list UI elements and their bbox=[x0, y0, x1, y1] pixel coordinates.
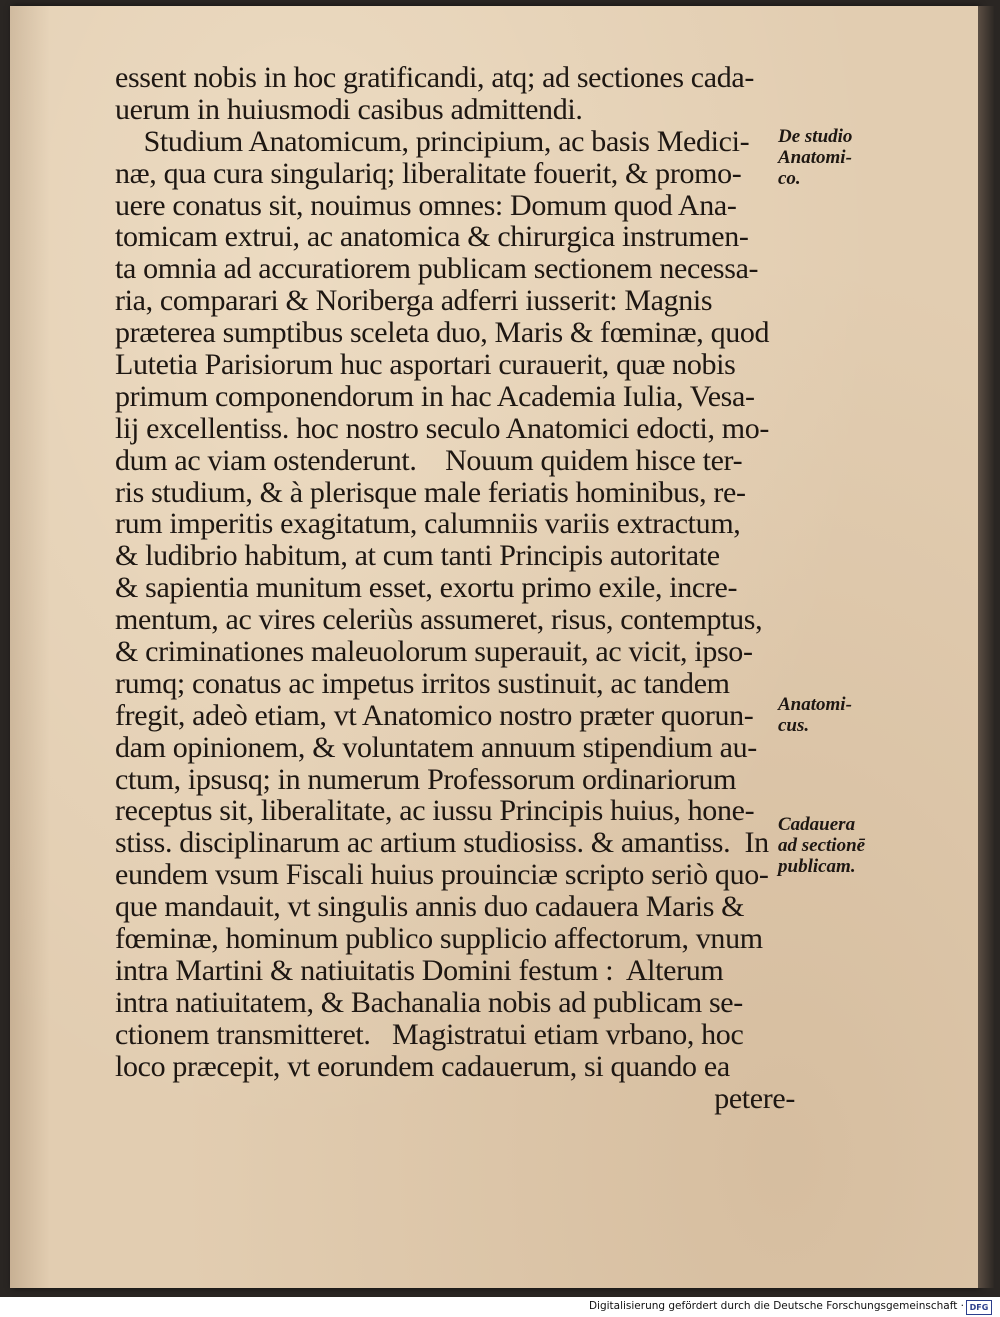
text-line: rumq; conatus ac impetus irritos sustinuit, ac tandem bbox=[115, 666, 730, 700]
text-line: uere conatus sit, nouimus omnes: Domum quod Ana- bbox=[115, 188, 737, 222]
marginal-note-cadauera bbox=[778, 814, 898, 877]
marginal-note-de-studio bbox=[778, 126, 898, 189]
footer-credit: Digitalisierung gefördert durch die Deutsche Forschungsgemeinschaft · bbox=[588, 1300, 964, 1312]
text-line: ris studium, & à plerisque male feriatis hominibus, re- bbox=[115, 475, 746, 509]
text-line: tomicam extrui, ac anatomica & chirurgica instrumen- bbox=[115, 220, 749, 254]
text-line: fœminæ, hominum publico supplicio affectorum, vnum bbox=[115, 922, 763, 956]
text-line: eundem vsum Fiscali huius prouinciæ scripto seriò quo- bbox=[115, 858, 769, 892]
text-line: ta omnia ad accuratiorem publicam sectionem necessa- bbox=[115, 252, 759, 286]
text-line: intra Martini & natiuitatis Domini festum : Alterum bbox=[115, 953, 724, 987]
page-edge bbox=[978, 6, 994, 1288]
text-line: que mandauit, vt singulis annis duo cadauera Maris & bbox=[115, 890, 745, 924]
marginal-note-line: ad sectionē bbox=[778, 835, 866, 856]
marginal-note-line: cus. bbox=[778, 715, 810, 736]
text-line: ria, comparari & Noriberga adferri iusserit: Magnis bbox=[115, 284, 713, 318]
text-line: stiss. disciplinarum ac artium studiosiss. & amantiss. In bbox=[115, 826, 769, 860]
text-line: essent nobis in hoc gratificandi, atq; ad sectiones cada- bbox=[115, 61, 754, 94]
text-line: & criminationes maleuolorum superauit, ac vicit, ipso- bbox=[115, 635, 753, 669]
marginal-note-line: publicam. bbox=[778, 856, 856, 877]
text-line: & ludibrio habitum, at cum tanti Principis autoritate bbox=[115, 539, 720, 573]
text-line: receptus sit, liberalitate, ac iussu Principis huius, hone- bbox=[115, 794, 755, 828]
footer-bar bbox=[0, 1297, 1000, 1317]
marginal-note-line: Cadauera bbox=[778, 814, 856, 835]
text-line: intra natiuitatem, & Bachanalia nobis ad publicam se- bbox=[115, 985, 743, 1019]
marginal-note-line: Anatomi- bbox=[778, 147, 852, 168]
text-line: præterea sumptibus sceleta duo, Maris & fœminæ, quod bbox=[115, 316, 770, 350]
text-line: primum componendorum in hac Academia Iulia, Vesa- bbox=[115, 379, 755, 413]
text-line: lij excellentiss. hoc nostro seculo Anatomici edocti, mo- bbox=[115, 411, 770, 445]
text-line: næ, qua cura singulariq; liberalitate fouerit, & promo- bbox=[115, 156, 742, 190]
text-line: rum imperitis exagitatum, calumniis variis extractum, bbox=[115, 507, 741, 541]
text-line: uerum in huiusmodi casibus admittendi. bbox=[115, 92, 583, 126]
catchword: petere- bbox=[714, 1081, 795, 1115]
text-line: ctum, ipsusq; in numerum Professorum ordinariorum bbox=[115, 762, 737, 796]
text-line: Studium Anatomicum, principium, ac basis Medici- bbox=[115, 124, 750, 158]
text-line: Lutetia Parisiorum huc asportari curauerit, quæ nobis bbox=[115, 348, 736, 382]
marginal-note-line: co. bbox=[778, 168, 801, 189]
text-line: mentum, ac vires celeriùs assumeret, risus, contemptus, bbox=[115, 603, 763, 637]
text-line: dam opinionem, & voluntatem annuum stipendium au- bbox=[115, 730, 757, 764]
book-page bbox=[10, 6, 978, 1288]
text-line: fregit, adeò etiam, vt Anatomico nostro præter quorun- bbox=[115, 698, 754, 732]
marginal-note-line: Anatomi- bbox=[778, 694, 852, 715]
marginal-note-anatomicus bbox=[778, 694, 898, 736]
text-line: ctionem transmitteret. Magistratui etiam vrbano, hoc bbox=[115, 1017, 744, 1051]
dfg-logo: DFG bbox=[966, 1300, 992, 1315]
text-line: & sapientia munitum esset, exortu primo exile, incre- bbox=[115, 571, 738, 605]
text-line: dum ac viam ostenderunt. Nouum quidem hisce ter- bbox=[115, 443, 743, 477]
body-text bbox=[115, 62, 795, 1114]
text-line: loco præcepit, vt eorundem cadauerum, si quando ea bbox=[115, 1049, 730, 1083]
marginal-note-line: De studio bbox=[778, 126, 853, 147]
